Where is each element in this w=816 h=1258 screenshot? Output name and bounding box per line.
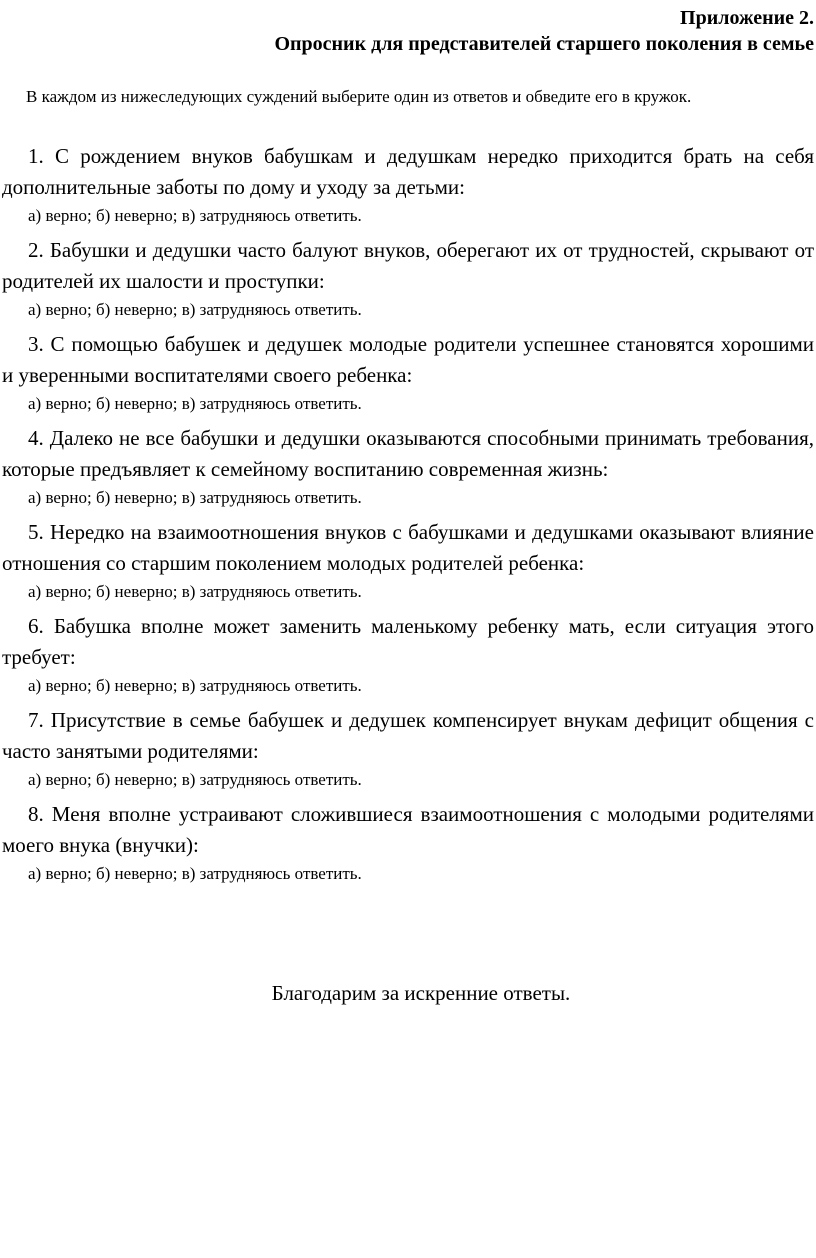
question-item bbox=[2, 329, 814, 417]
question-item bbox=[2, 141, 814, 229]
question-text: 3. С помощью бабушек и дедушек молодые родители успешнее становятся хорошими и уверенными воспитателями своего ребенка: bbox=[2, 332, 814, 387]
appendix-label: Приложение 2. bbox=[680, 7, 814, 29]
question-text: 7. Присутствие в семье бабушек и дедушек компенсирует внукам дефицит общения с часто занятыми родителями: bbox=[2, 708, 814, 763]
question-text: 6. Бабушка вполне может заменить маленькому ребенку мать, если ситуация этого требует: bbox=[2, 614, 814, 669]
question-item bbox=[2, 235, 814, 323]
answer-options: а) верно; б) неверно; в) затрудняюсь ответить. bbox=[28, 770, 362, 789]
question-text: 2. Бабушки и дедушки часто балуют внуков, оберегают их от трудностей, скрывают от родителей их шалости и проступки: bbox=[2, 238, 814, 293]
question-text: 8. Меня вполне устраивают сложившиеся взаимоотношения с молодыми родителями моего внука (внучки): bbox=[2, 802, 814, 857]
question-text: 1. С рождением внуков бабушкам и дедушкам нередко приходится брать на себя дополнительные заботы по дому и уходу за детьми: bbox=[2, 144, 814, 199]
question-item bbox=[2, 799, 814, 887]
question-item bbox=[2, 517, 814, 605]
closing-thanks: Благодарим за искренние ответы. bbox=[271, 981, 571, 1005]
answer-options: а) верно; б) неверно; в) затрудняюсь ответить. bbox=[28, 864, 362, 883]
answer-options: а) верно; б) неверно; в) затрудняюсь ответить. bbox=[28, 394, 362, 413]
answer-options: а) верно; б) неверно; в) затрудняюсь ответить. bbox=[28, 206, 362, 225]
answer-options: а) верно; б) неверно; в) затрудняюсь ответить. bbox=[28, 582, 362, 601]
question-item bbox=[2, 423, 814, 511]
answer-options: а) верно; б) неверно; в) затрудняюсь ответить. bbox=[28, 300, 362, 319]
document-title: Опросник для представителей старшего поколения в семье bbox=[274, 33, 814, 55]
question-text: 4. Далеко не все бабушки и дедушки оказываются способными принимать требования, которые предъявляет к семейному воспитанию современная жизнь: bbox=[2, 426, 814, 481]
instruction-text: В каждом из нижеследующих суждений выберите один из ответов и обведите его в кружок. bbox=[26, 87, 692, 106]
question-item bbox=[2, 705, 814, 793]
answer-options: а) верно; б) неверно; в) затрудняюсь ответить. bbox=[28, 676, 362, 695]
question-list bbox=[2, 141, 814, 893]
question-text: 5. Нередко на взаимоотношения внуков с бабушками и дедушками оказывают влияние отношения со старшим поколением молодых родителей ребенка: bbox=[2, 520, 814, 575]
question-item bbox=[2, 611, 814, 699]
answer-options: а) верно; б) неверно; в) затрудняюсь ответить. bbox=[28, 488, 362, 507]
